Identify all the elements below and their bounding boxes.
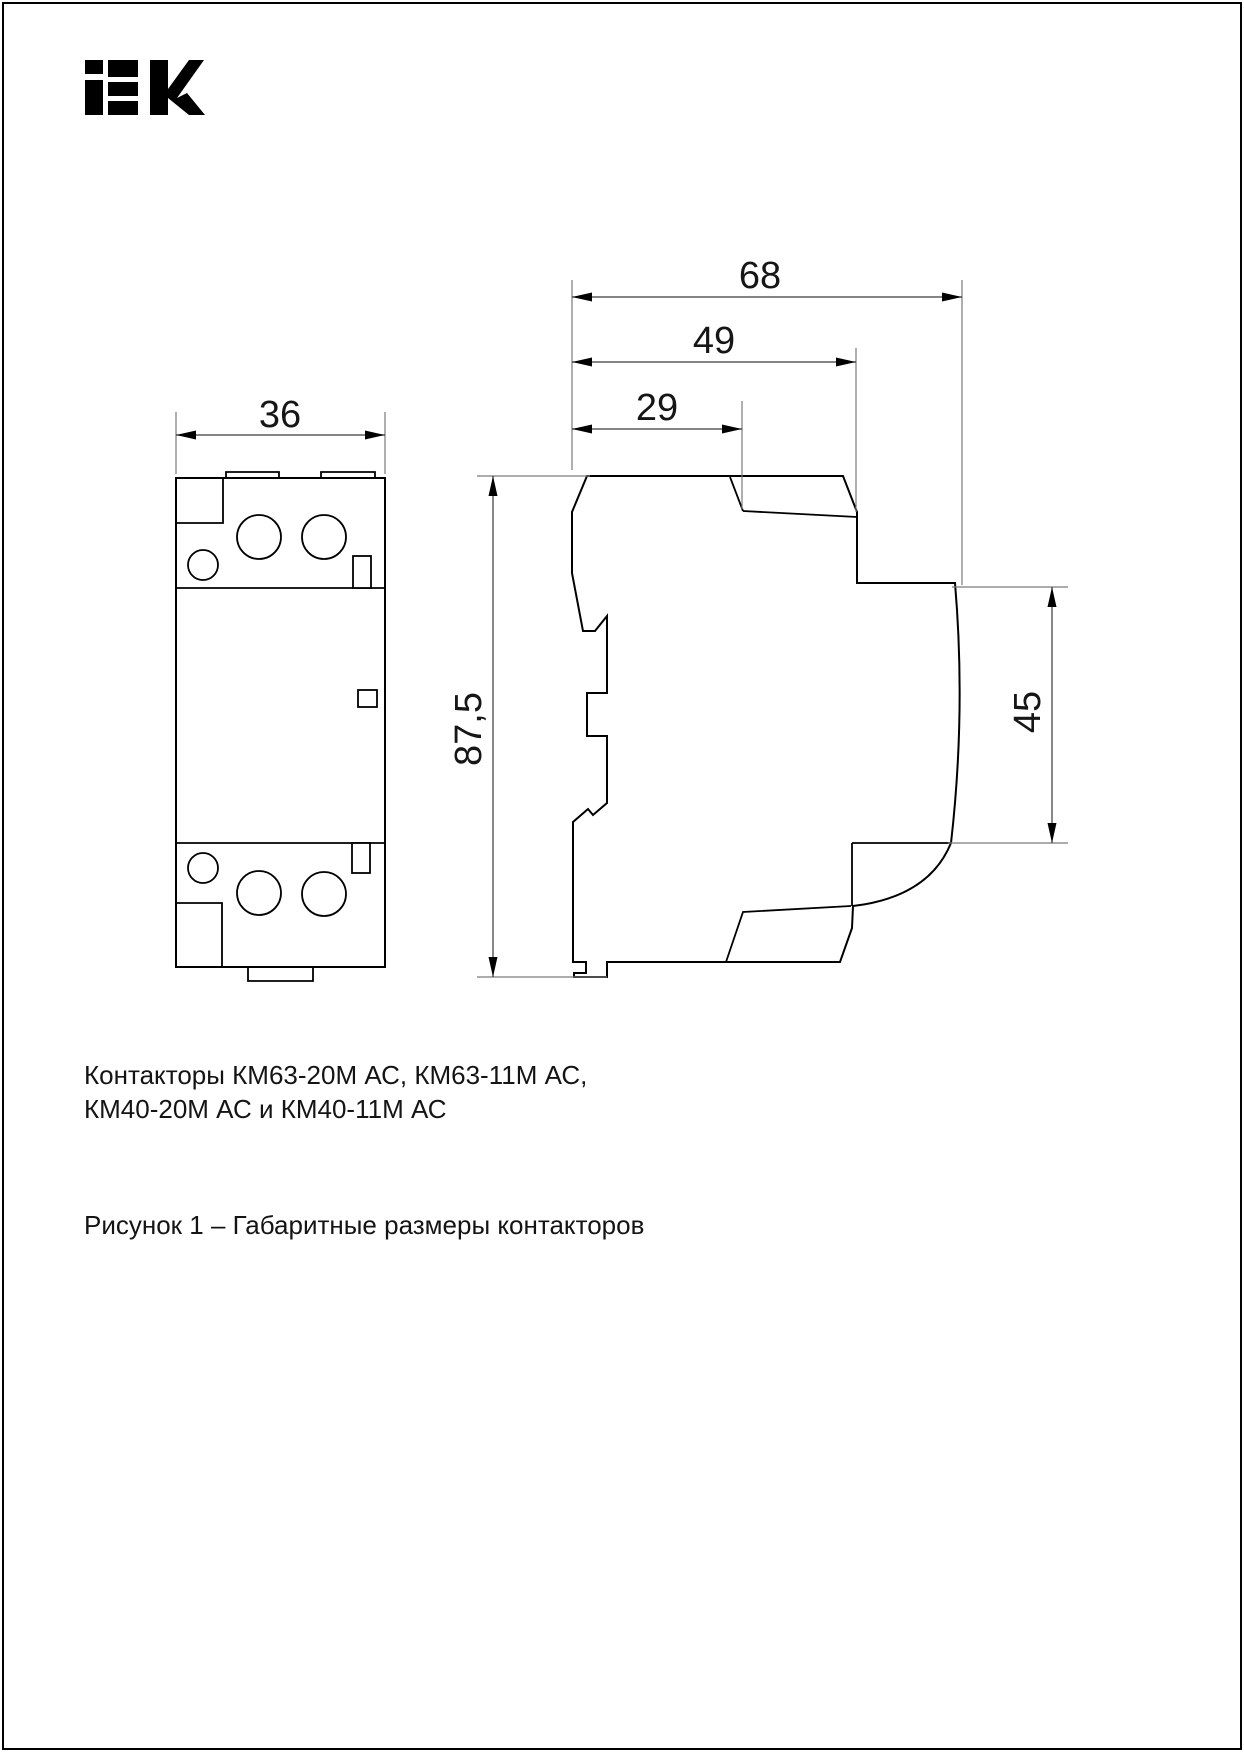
terminal-hole xyxy=(188,550,218,580)
front-view xyxy=(176,472,385,981)
dimension-rail-height xyxy=(948,587,1068,843)
dimension-overall-depth xyxy=(572,255,962,585)
terminal-hole xyxy=(188,853,218,883)
terminal-hole xyxy=(237,871,281,915)
side-view xyxy=(572,476,960,977)
terminal-hole xyxy=(302,515,346,559)
models-caption xyxy=(84,1058,587,1126)
dim-label-49: 49 xyxy=(692,320,736,362)
dimension-front-depth xyxy=(572,387,742,509)
terminal-hole xyxy=(302,872,346,916)
dim-label-36: 36 xyxy=(258,394,302,436)
figure-caption: Рисунок 1 – Габаритные размеры контакторов xyxy=(84,1210,645,1240)
dim-label-29: 29 xyxy=(635,387,679,429)
dim-label-68: 68 xyxy=(738,255,782,297)
dim-label-87-5: 87,5 xyxy=(448,692,490,766)
models-caption-line2: КМ40-20М АС и КМ40-11М АС xyxy=(84,1094,447,1124)
terminal-hole xyxy=(237,515,281,559)
dimension-overall-height xyxy=(448,476,607,977)
dimension-front-width xyxy=(176,394,385,474)
dim-label-45: 45 xyxy=(1007,690,1049,734)
models-caption-line1: Контакторы КМ63-20М АС, КМ63-11М АС, xyxy=(84,1060,588,1090)
dimension-depth-to-rail xyxy=(572,320,856,512)
